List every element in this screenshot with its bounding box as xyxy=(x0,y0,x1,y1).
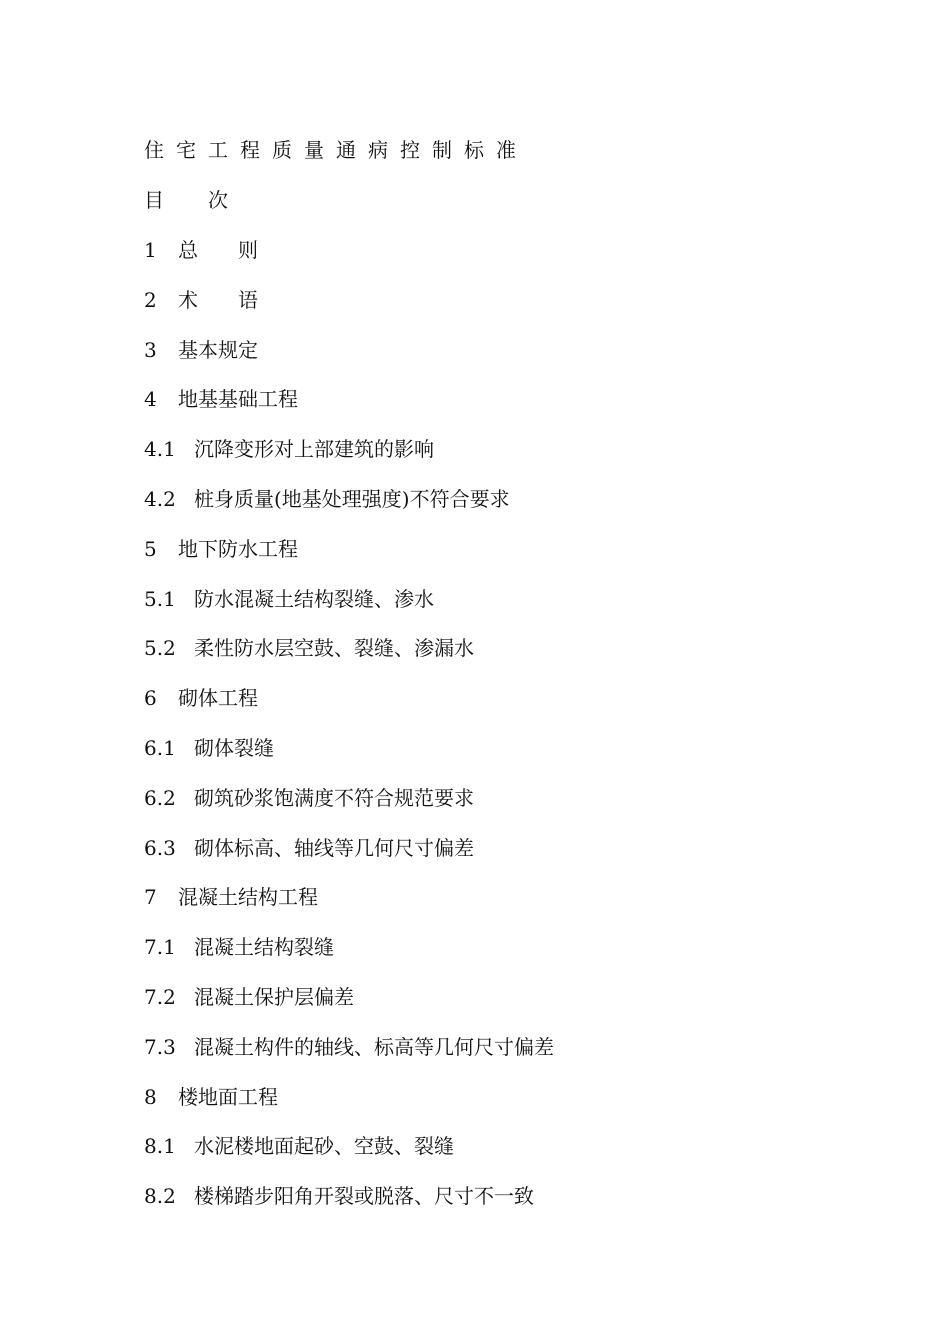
toc-entry-text: 防水混凝土结构裂缝、渗水 xyxy=(194,587,434,611)
toc-entry-text: 混凝土保护层偏差 xyxy=(194,985,354,1009)
toc-entry-number: 7.3 xyxy=(144,1035,176,1059)
toc-entry xyxy=(144,587,434,611)
toc-entry-number: 6 xyxy=(144,686,157,710)
toc-entry xyxy=(144,487,510,511)
toc-entry-number: 7 xyxy=(144,885,157,909)
toc-entry-number: 6.1 xyxy=(144,736,176,760)
toc-entry-number: 4.2 xyxy=(144,487,176,511)
toc-entry xyxy=(144,1134,454,1158)
toc-entry xyxy=(144,736,274,760)
toc-entry-number: 4 xyxy=(144,387,157,411)
toc-entry xyxy=(144,1035,554,1059)
toc-entry xyxy=(144,636,474,660)
toc-entry xyxy=(144,885,318,909)
toc-entry xyxy=(144,836,474,860)
toc-entry-number: 7.2 xyxy=(144,985,176,1009)
toc-entry-text: 术 语 xyxy=(178,288,258,312)
toc-entry-text: 沉降变形对上部建筑的影响 xyxy=(194,437,434,461)
toc-entry-text: 混凝土结构工程 xyxy=(178,885,318,909)
toc-entry-number: 6.2 xyxy=(144,786,176,810)
toc-entry xyxy=(144,387,298,411)
toc-entry-text: 砌筑砂浆饱满度不符合规范要求 xyxy=(194,786,474,810)
toc-entry-number: 8.2 xyxy=(144,1184,176,1208)
toc-entry-number: 6.3 xyxy=(144,836,176,860)
toc-entry-number: 1 xyxy=(144,238,157,262)
toc-entry xyxy=(144,338,258,362)
toc-entry-text: 楼地面工程 xyxy=(178,1085,278,1109)
toc-entry-number: 7.1 xyxy=(144,935,176,959)
contents-heading xyxy=(144,188,228,212)
toc-entry-text: 水泥楼地面起砂、空鼓、裂缝 xyxy=(194,1134,454,1158)
toc-entry-number: 2 xyxy=(144,288,157,312)
toc-entry-number: 3 xyxy=(144,338,157,362)
toc-entry-text: 砌体工程 xyxy=(178,686,258,710)
toc-entry xyxy=(144,985,354,1009)
contents-heading-part1: 目 xyxy=(144,188,164,212)
contents-heading-part2: 次 xyxy=(208,188,228,212)
toc-entry xyxy=(144,1085,278,1109)
toc-entry-text: 地基基础工程 xyxy=(178,387,298,411)
toc-entry-number: 5.1 xyxy=(144,587,176,611)
toc-entry-text: 楼梯踏步阳角开裂或脱落、尺寸不一致 xyxy=(194,1184,534,1208)
toc-entry xyxy=(144,238,258,262)
toc-entry-text: 基本规定 xyxy=(178,338,258,362)
toc-entry-number: 5.2 xyxy=(144,636,176,660)
toc-entry-text: 砌体标高、轴线等几何尺寸偏差 xyxy=(194,836,474,860)
toc-entry xyxy=(144,1184,534,1208)
toc-entry-text: 柔性防水层空鼓、裂缝、渗漏水 xyxy=(194,636,474,660)
toc-entry-number: 8 xyxy=(144,1085,157,1109)
toc-entry xyxy=(144,786,474,810)
toc-entry-text: 混凝土结构裂缝 xyxy=(194,935,334,959)
document-title: 住宅工程质量通病控制标准 xyxy=(144,138,528,162)
toc-entry xyxy=(144,437,434,461)
toc-entry-text: 桩身质量(地基处理强度)不符合要求 xyxy=(194,487,510,511)
toc-entry-text: 砌体裂缝 xyxy=(194,736,274,760)
toc-entry-text: 地下防水工程 xyxy=(178,537,298,561)
toc-entry xyxy=(144,537,298,561)
toc-entry-text: 混凝土构件的轴线、标高等几何尺寸偏差 xyxy=(194,1035,554,1059)
toc-entry xyxy=(144,935,334,959)
toc-entry xyxy=(144,288,258,312)
toc-entry-number: 5 xyxy=(144,537,157,561)
toc-entry-number: 8.1 xyxy=(144,1134,176,1158)
toc-entry xyxy=(144,686,258,710)
toc-entry-number: 4.1 xyxy=(144,437,176,461)
toc-entry-text: 总 则 xyxy=(178,238,258,262)
